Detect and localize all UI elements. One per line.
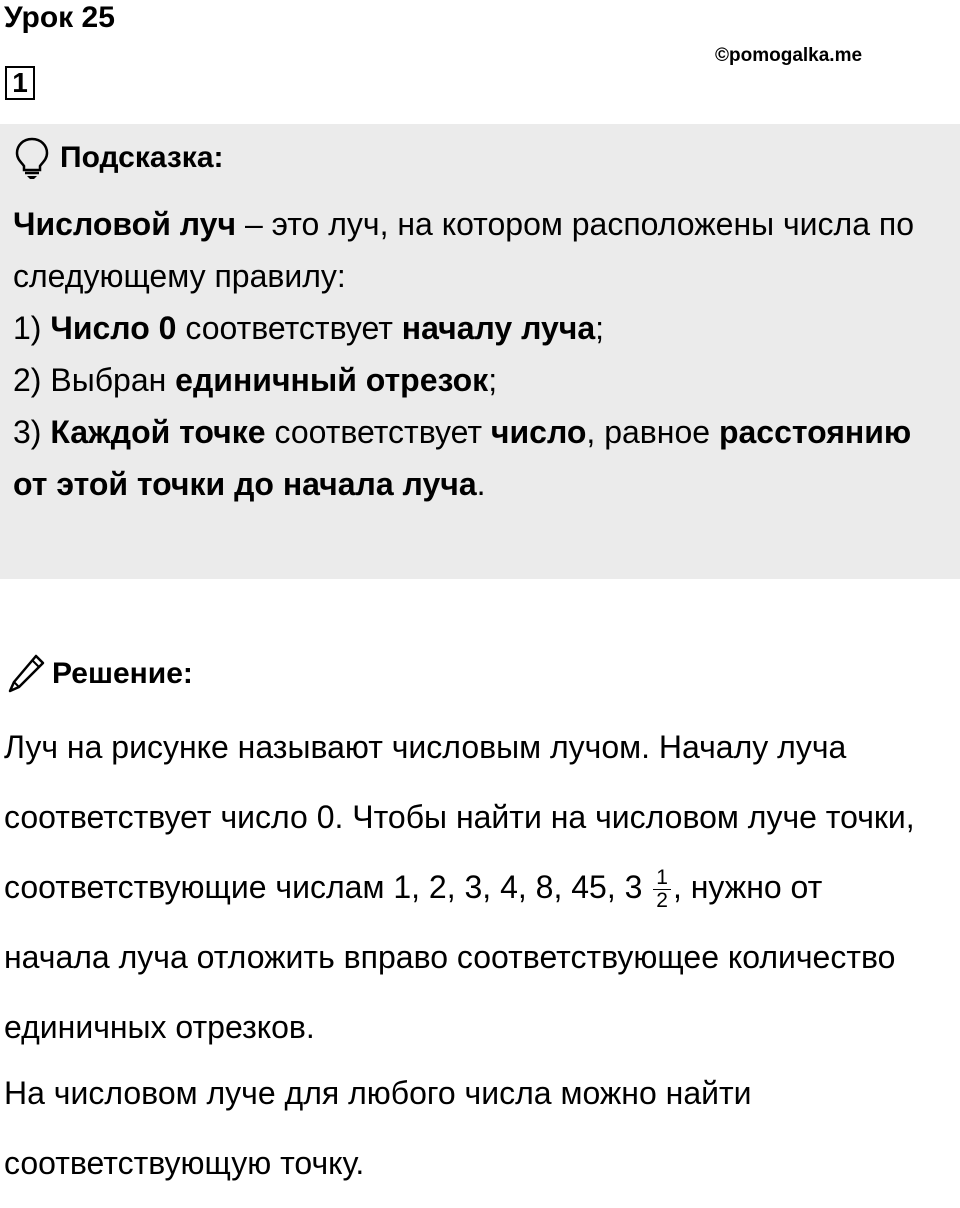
solution-line: единичных отрезков. xyxy=(4,1009,315,1045)
solution-line: соответствующую точку. xyxy=(4,1145,365,1181)
pencil-icon xyxy=(6,652,46,696)
task-number-box: 1 xyxy=(5,66,35,100)
hint-rule-3: 3) Каждой точке соответствует число, равное расстоянию от этой точки до начала луча. xyxy=(13,414,912,502)
hint-rule-2: 2) Выбран единичный отрезок; xyxy=(13,362,498,398)
solution-line: На числовом луче для любого числа можно найти xyxy=(4,1075,752,1111)
hint-box xyxy=(0,124,960,579)
hint-definition: Числовой луч – это луч, на котором расположены числа по следующему правилу: xyxy=(13,206,915,294)
hint-rule-1: 1) Число 0 соответствует началу луча; xyxy=(13,310,605,346)
watermark: ©pomogalka.me xyxy=(715,45,863,66)
solution-line: соответствующие числам 1, 2, 3, 4, 8, 45, 3 $\frac{1}{2}$ , нужно от xyxy=(4,866,823,913)
hint-text xyxy=(13,198,953,510)
solution-line: начала луча отложить вправо соответствующее количество xyxy=(4,939,896,975)
solution-text xyxy=(4,722,954,1208)
lesson-title: Урок 25 xyxy=(4,1,115,34)
solution-line: Луч на рисунке называют числовым лучом. Началу луча xyxy=(4,729,847,765)
fraction-one-half: $\frac{1}{2}$ xyxy=(653,867,671,912)
solution-title: Решение: xyxy=(52,657,193,690)
lightbulb-icon xyxy=(14,136,50,180)
solution-line: соответствует число 0. Чтобы найти на числовом луче точки, xyxy=(4,799,915,835)
hint-header xyxy=(14,136,224,180)
solution-header xyxy=(6,652,193,696)
hint-title: Подсказка: xyxy=(60,141,224,174)
